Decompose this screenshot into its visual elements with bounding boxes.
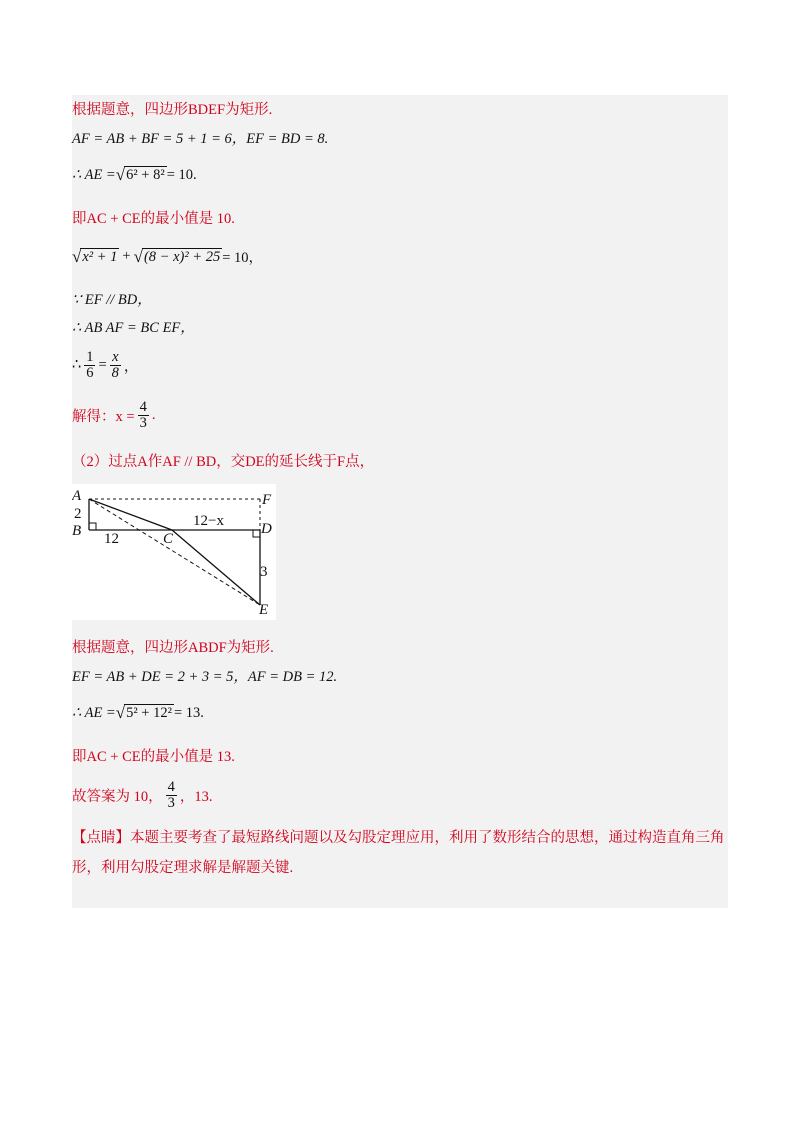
label-ab-length: 2 <box>74 506 82 522</box>
equation-text: AF = AB + BF = 5 + 1 = 6，EF = BD = 8. <box>72 131 329 147</box>
summary-text: 【点睛】本题主要考查了最短路线问题以及勾股定理应用，利用了数形结合的思想，通过构造直角三角形，利用勾股定理求解是解题关键. <box>72 830 725 876</box>
plus-sign: + <box>122 248 131 264</box>
summary-paragraph <box>72 823 728 883</box>
radicand: (8 − x)² + 25 <box>143 248 221 265</box>
answer-label: 故答案为 10， <box>72 789 163 806</box>
label-d: D <box>261 521 272 537</box>
radicand: 6² + 8² <box>126 167 165 183</box>
sqrt-sum-equation <box>72 246 263 267</box>
answer-tail: ，13. <box>179 789 213 806</box>
sqrt-expression: √ 6² + 8² <box>115 165 165 184</box>
fraction-4-3-answer <box>166 780 177 811</box>
sqrt-expression-1: √ x² + 1 <box>72 246 118 266</box>
min-value-10 <box>72 207 235 228</box>
fraction-equation <box>72 350 138 381</box>
text-line: 根据题意，四边形BDEF为矩形. <box>72 102 273 118</box>
denominator: 8 <box>111 365 119 382</box>
label-c: C <box>163 531 174 547</box>
ae-equals-13 <box>72 704 204 722</box>
ef-af-equation <box>72 665 337 686</box>
solve-x <box>72 400 155 431</box>
equation-text: ∵ EF // BD， <box>72 292 152 308</box>
numerator: x <box>112 349 119 365</box>
label-f: F <box>262 492 272 508</box>
fraction-1-6 <box>84 350 95 381</box>
text-line: 根据题意，四边形ABDF为矩形. <box>72 640 274 656</box>
numerator: 1 <box>86 349 94 365</box>
parallel-statement <box>72 288 152 309</box>
numerator: 4 <box>167 779 175 795</box>
text-line: 即AC + CE的最小值是 13. <box>72 749 235 765</box>
rectangle-statement-1 <box>72 98 272 119</box>
radicand: 5² + 12² <box>126 705 172 721</box>
therefore-sign: ∴ <box>72 357 82 374</box>
denominator: 6 <box>86 365 94 382</box>
equation-text: EF = AB + DE = 2 + 3 = 5，AF = DB = 12. <box>72 669 338 685</box>
fraction-x-8 <box>110 350 121 381</box>
min-value-13 <box>72 745 235 766</box>
equation-result: = 10. <box>166 166 197 183</box>
denominator: 3 <box>167 795 175 812</box>
part-2-statement <box>72 450 374 471</box>
equation-text: ∴ AB AF = BC EF， <box>72 320 195 336</box>
label-e: E <box>259 602 269 618</box>
radicand: x² + 1 <box>82 248 118 265</box>
sqrt-expression-2: √ (8 − x)² + 25 <box>133 246 221 266</box>
af-ef-equation <box>72 127 328 148</box>
denominator: 3 <box>139 415 147 432</box>
equation-result: = 10， <box>222 250 264 266</box>
geometry-figure <box>72 484 276 620</box>
rectangle-statement-2 <box>72 636 274 657</box>
sqrt-expression: √ 5² + 12² <box>115 703 172 722</box>
final-answer <box>72 780 213 811</box>
equation-prefix: ∴ AE = <box>72 166 116 183</box>
label-cd-length: 12−x <box>193 513 224 529</box>
ae-equals-10 <box>72 166 197 184</box>
equation-prefix: ∴ AE = <box>72 704 116 721</box>
period: . <box>151 407 156 424</box>
comma: ， <box>123 359 139 376</box>
label-b: B <box>72 523 82 539</box>
fraction-4-3 <box>138 400 149 431</box>
solve-label: 解得：x = <box>72 409 135 426</box>
label-de-length: 3 <box>260 564 268 580</box>
text-line: 即AC + CE的最小值是 10. <box>72 211 235 227</box>
label-bc-length: 12 <box>104 531 119 547</box>
text-line: （2）过点A作AF // BD，交DE的延长线于F点， <box>72 454 375 470</box>
label-a: A <box>72 488 82 504</box>
ratio-statement <box>72 316 195 337</box>
equals-sign: = <box>98 357 107 374</box>
equation-result: = 13. <box>173 704 204 721</box>
numerator: 4 <box>139 399 147 415</box>
